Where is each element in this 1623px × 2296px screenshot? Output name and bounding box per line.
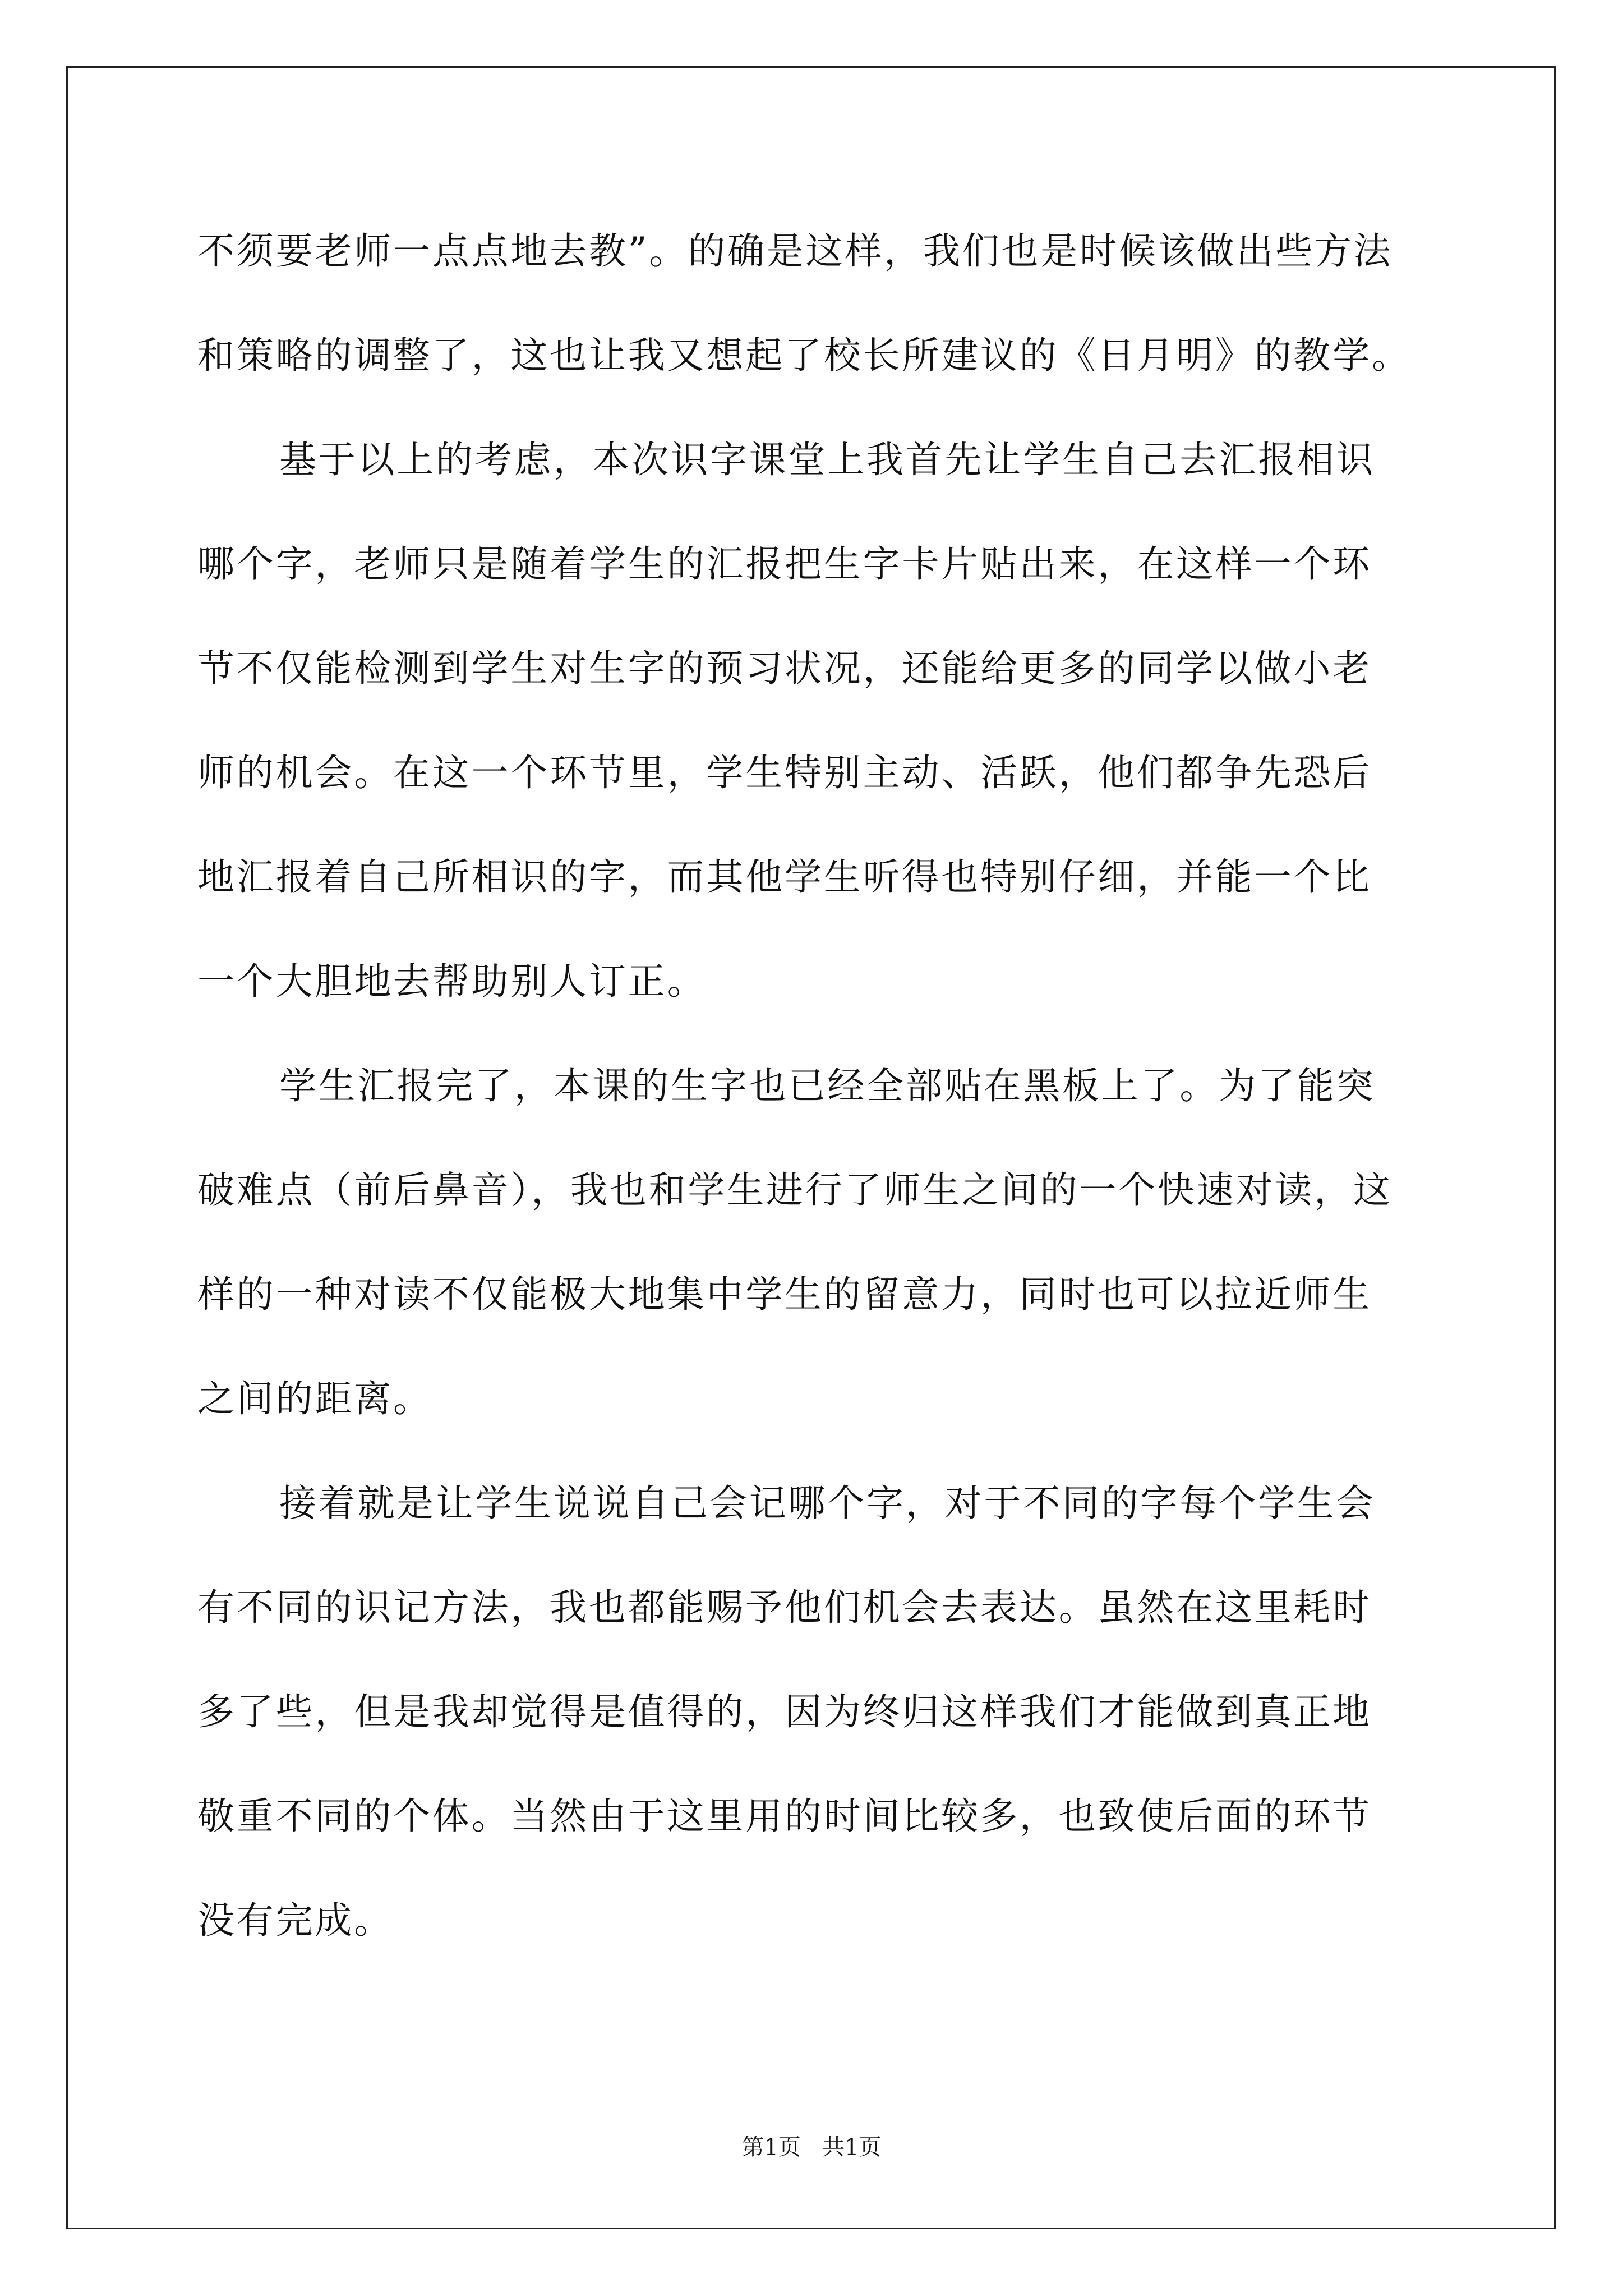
text-line: 之间的距离。: [197, 1377, 432, 1420]
paragraph-first-line: 接着就是让学生说说自己会记哪个字，对于不同的字每个学生会: [279, 1481, 1376, 1525]
text-line: 没有完成。: [197, 1899, 393, 1942]
text-line: 师的机会。在这一个环节里，学生特别主动、活跃，他们都争先恐后: [197, 751, 1372, 794]
text-line: 破难点（前后鼻音），我也和学生进行了师生之间的一个快速对读，这: [197, 1168, 1393, 1212]
text-line: 敬重不同的个体。当然由于这里用的时间比较多，也致使后面的环节: [197, 1795, 1372, 1838]
text-line: 有不同的识记方法，我也都能赐予他们机会去表达。虽然在这里耗时: [197, 1586, 1372, 1629]
text-line: 哪个字，老师只是随着学生的汇报把生字卡片贴出来，在这样一个环: [197, 542, 1372, 586]
text-line: 多了些，但是我却觉得是值得的，因为终归这样我们才能做到真正地: [197, 1690, 1372, 1733]
text-line: 不须要老师一点点地去教”。的确是这样，我们也是时候该做出些方法: [197, 229, 1393, 273]
document-body: [197, 199, 1431, 1973]
paragraph-first-line: 学生汇报完了，本课的生字也已经全部贴在黑板上了。为了能突: [279, 1064, 1376, 1107]
page-number-footer: 第1页 共1页: [741, 2134, 882, 2160]
text-line: 和策略的调整了，这也让我又想起了校长所建议的《日月明》的教学。: [197, 334, 1411, 377]
text-line: 一个大胆地去帮助别人订正。: [197, 960, 707, 1003]
text-line: 地汇报着自己所相识的字，而其他学生听得也特别仔细，并能一个比: [197, 855, 1372, 899]
text-line: 节不仅能检测到学生对生字的预习状况，还能给更多的同学以做小老: [197, 647, 1372, 690]
text-line: 样的一种对读不仅能极大地集中学生的留意力，同时也可以拉近师生: [197, 1273, 1372, 1316]
paragraph-first-line: 基于以上的考虑，本次识字课堂上我首先让学生自己去汇报相识: [279, 438, 1376, 481]
